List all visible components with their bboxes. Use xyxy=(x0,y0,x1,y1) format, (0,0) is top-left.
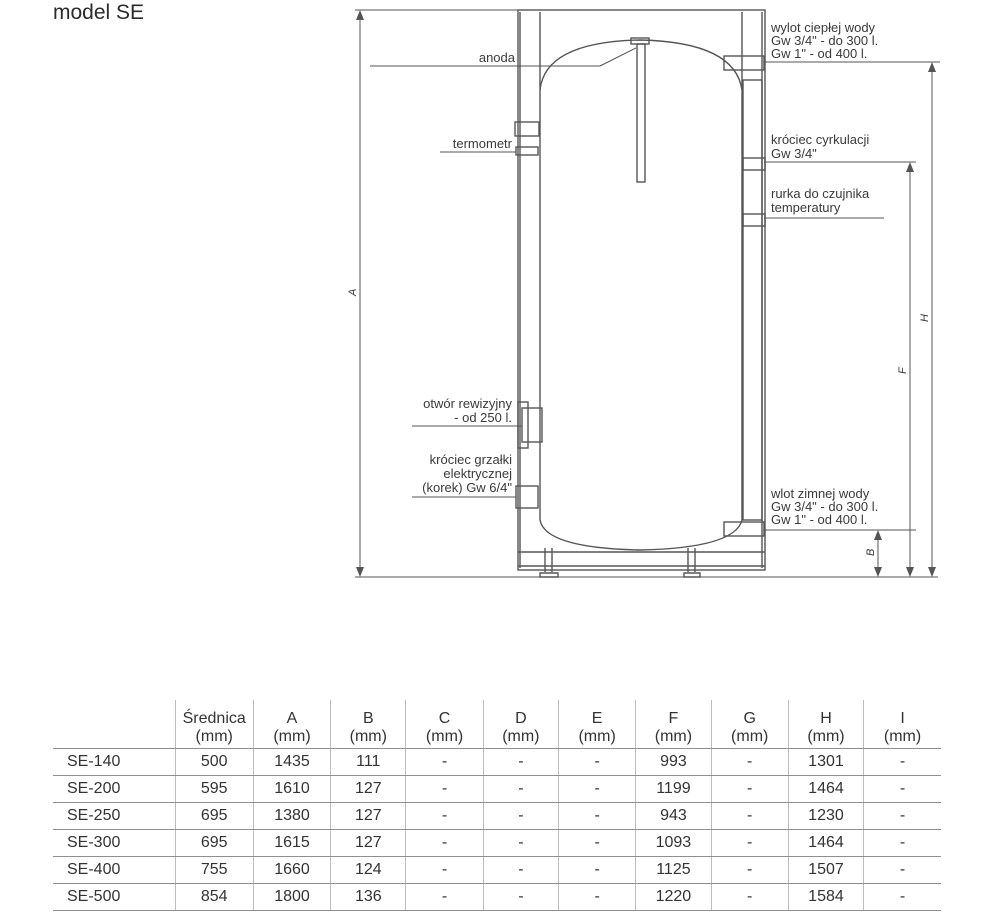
value-cell: 1610 xyxy=(253,776,330,803)
header-cell: I (mm) xyxy=(864,700,941,749)
model-cell: SE-250 xyxy=(53,803,175,830)
header-cell: H (mm) xyxy=(788,700,863,749)
value-cell: - xyxy=(711,884,788,911)
value-cell: 993 xyxy=(636,749,711,776)
value-cell: - xyxy=(711,803,788,830)
value-cell: - xyxy=(864,749,941,776)
value-cell: 1464 xyxy=(788,830,863,857)
value-cell: 1660 xyxy=(253,857,330,884)
model-cell: SE-140 xyxy=(53,749,175,776)
value-cell: 1230 xyxy=(788,803,863,830)
value-cell: 755 xyxy=(175,857,253,884)
dim-label-h: H xyxy=(919,314,931,322)
value-cell: 1199 xyxy=(636,776,711,803)
header-cell xyxy=(53,700,175,749)
value-cell: - xyxy=(864,803,941,830)
label-wylot-1: wylot ciepłej wody xyxy=(771,20,876,35)
label-wlot-1: wlot zimnej wody xyxy=(771,486,870,501)
value-cell: - xyxy=(864,857,941,884)
value-cell: 1464 xyxy=(788,776,863,803)
value-cell: - xyxy=(558,776,635,803)
value-cell: - xyxy=(406,803,483,830)
header-cell: A (mm) xyxy=(253,700,330,749)
value-cell: - xyxy=(483,857,558,884)
header-cell: G (mm) xyxy=(711,700,788,749)
label-rurka-2: temperatury xyxy=(771,200,841,215)
value-cell: 127 xyxy=(331,830,406,857)
dim-label-f: F xyxy=(897,367,909,374)
value-cell: - xyxy=(711,776,788,803)
label-grzalka-3: (korek) Gw 6/4" xyxy=(422,480,512,495)
value-cell: 127 xyxy=(331,776,406,803)
value-cell: 1584 xyxy=(788,884,863,911)
table-row xyxy=(53,884,941,911)
model-cell: SE-300 xyxy=(53,830,175,857)
label-wlot-3: Gw 1" - od 400 l. xyxy=(771,512,868,527)
table-row xyxy=(53,803,941,830)
table-row xyxy=(53,830,941,857)
value-cell: - xyxy=(483,749,558,776)
value-cell: 595 xyxy=(175,776,253,803)
dim-label-a: A xyxy=(347,288,359,296)
value-cell: 111 xyxy=(331,749,406,776)
tank-vessel xyxy=(540,40,742,550)
value-cell: 1507 xyxy=(788,857,863,884)
model-cell: SE-500 xyxy=(53,884,175,911)
value-cell: 1380 xyxy=(253,803,330,830)
label-otwor-rewizyjny: otwór rewizyjny xyxy=(423,396,512,411)
label-anoda: anoda xyxy=(478,50,515,65)
value-cell: - xyxy=(406,830,483,857)
value-cell: 943 xyxy=(636,803,711,830)
header-cell: B (mm) xyxy=(331,700,406,749)
header-cell: E (mm) xyxy=(558,700,635,749)
spec-table xyxy=(53,700,941,911)
value-cell: - xyxy=(558,749,635,776)
header-cell: F (mm) xyxy=(636,700,711,749)
table-row xyxy=(53,776,941,803)
value-cell: - xyxy=(483,803,558,830)
label-termometr: termometr xyxy=(452,136,512,151)
label-wylot-3: Gw 1" - od 400 l. xyxy=(771,46,868,61)
sensor-pipe xyxy=(743,80,762,520)
dim-label-b: B xyxy=(865,548,877,556)
label-otwor-od: - od 250 l. xyxy=(454,410,512,425)
value-cell: - xyxy=(406,776,483,803)
header-cell: Średnica (mm) xyxy=(175,700,253,749)
table-body xyxy=(53,749,941,911)
hot-water-outlet xyxy=(724,56,764,70)
inspection-opening xyxy=(522,408,542,442)
value-cell: 1093 xyxy=(636,830,711,857)
page-title: model SE xyxy=(53,1,145,24)
label-grzalka-1: króciec grzałki xyxy=(429,452,512,467)
label-grzalka-2: elektrycznej xyxy=(443,466,512,481)
model-cell: SE-200 xyxy=(53,776,175,803)
value-cell: 1125 xyxy=(636,857,711,884)
value-cell: 695 xyxy=(175,830,253,857)
value-cell: - xyxy=(558,803,635,830)
value-cell: - xyxy=(406,857,483,884)
label-cyrkulacja-1: króciec cyrkulacji xyxy=(771,132,870,147)
value-cell: - xyxy=(483,776,558,803)
label-wlot-2: Gw 3/4" - do 300 l. xyxy=(771,499,879,514)
value-cell: 136 xyxy=(331,884,406,911)
value-cell: - xyxy=(406,884,483,911)
tank-jacket xyxy=(518,10,765,570)
value-cell: - xyxy=(558,857,635,884)
value-cell: - xyxy=(483,830,558,857)
anode-rod xyxy=(637,44,645,182)
header-cell: D (mm) xyxy=(483,700,558,749)
value-cell: - xyxy=(711,830,788,857)
value-cell: - xyxy=(406,749,483,776)
value-cell: - xyxy=(558,884,635,911)
label-rurka-1: rurka do czujnika xyxy=(771,186,870,201)
value-cell: 1220 xyxy=(636,884,711,911)
value-cell: - xyxy=(864,884,941,911)
header-cell: C (mm) xyxy=(406,700,483,749)
value-cell: - xyxy=(558,830,635,857)
value-cell: 1615 xyxy=(253,830,330,857)
value-cell: 1800 xyxy=(253,884,330,911)
value-cell: 124 xyxy=(331,857,406,884)
value-cell: - xyxy=(864,830,941,857)
value-cell: 1301 xyxy=(788,749,863,776)
value-cell: - xyxy=(864,776,941,803)
table-row xyxy=(53,749,941,776)
value-cell: 1435 xyxy=(253,749,330,776)
table-header-row xyxy=(53,700,941,749)
value-cell: - xyxy=(711,749,788,776)
value-cell: - xyxy=(483,884,558,911)
value-cell: 695 xyxy=(175,803,253,830)
model-cell: SE-400 xyxy=(53,857,175,884)
table-row xyxy=(53,857,941,884)
value-cell: 127 xyxy=(331,803,406,830)
label-cyrkulacja-2: Gw 3/4" xyxy=(771,146,817,161)
value-cell: 854 xyxy=(175,884,253,911)
label-wylot-2: Gw 3/4" - do 300 l. xyxy=(771,33,879,48)
anode-cap xyxy=(631,38,649,44)
value-cell: 500 xyxy=(175,749,253,776)
value-cell: - xyxy=(711,857,788,884)
